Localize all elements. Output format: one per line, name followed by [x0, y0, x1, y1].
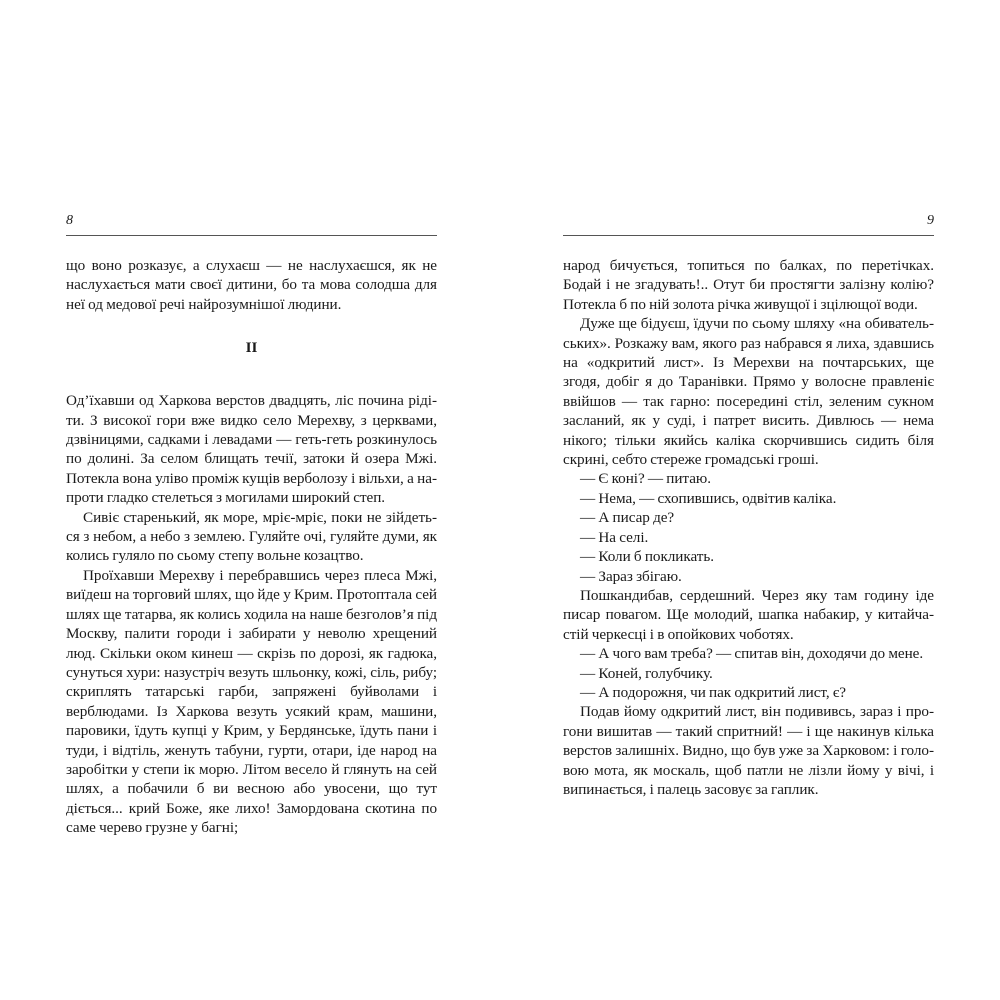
dialogue-line-8: — Коней, голубчику.: [580, 664, 713, 682]
dialogue-line-7: — А чого вам треба? — спитав він, доходячи до мене.: [580, 645, 924, 663]
left-page: [66, 208, 437, 838]
right-page-header: [563, 208, 934, 236]
section-heading: II: [245, 339, 258, 357]
right-paragraph-1: народ бичується, топиться по балках, по перетічках. Бодай і не згадувать!.. Отут би простягти залізну колію? Потекла б по ній золота річка живущої і зцілющої води.: [563, 257, 934, 313]
right-paragraph-2: Дуже ще бідуєш, їдучи по сьому шляху «на обивательських». Розкажу вам, якого раз набрався я лиха, здавшись на «одкритий лист». Із Мерехви на почтарських, ще згодя, добіг я до Таранівки. Прямо у волосне правленіє ввійшов — так гарно: посередині стіл, зеленим сукном засланий, як у суді, і патрет висить. Дивлюсь — нема нікого; тільки якийсь каліка скорчившись сидить біля скрині, себто стереже громадські гроші.: [563, 315, 934, 469]
dialogue-line-1: — Є коні? — питаю.: [580, 470, 711, 488]
dialogue-line-9: — А подорожня, чи пак одкритий лист, є?: [580, 683, 846, 701]
right-paragraph-3: Пошкандибав, сердешний. Через яку там годину іде писар повагом. Ще молодий, шапка набакир, у китайчастій черкесці і в опойкових чоботях.: [563, 586, 934, 643]
left-paragraph-2: Од’їхавши од Харкова верстов двадцять, ліс почина рідіти. З високої гори вже видко село Мерехву, з церквами, дзвіницями, садками і левадами — геть-геть розкинулось по долині. За селом блищать течії, затоки й озера Мжі. Потекла вона уліво проміж кущів верболозу і вільхи, а напроти гладко стелеться з могилами широкий степ.: [66, 392, 437, 507]
left-paragraph-3: Сивіє старенький, як море, мріє-мріє, поки не зійдеться з небом, а небо з землею. Гуляйте очі, гуляйте думи, як колись гуляло по сьому степу вольне козацтво.: [66, 508, 437, 565]
right-page-number: 9: [927, 213, 934, 228]
dialogue-line-2: — Нема, — схопившись, одвітив каліка.: [580, 489, 837, 507]
left-page-body: [66, 256, 437, 838]
dialogue-line-5: — Коли б покликать.: [580, 548, 714, 566]
left-paragraph-1: що воно розказує, а слухаєш — не наслухаєшся, як не наслухається мати своєї дитини, бо та мова солодша для неї од медової речі найрозумнішої людини.: [66, 257, 437, 313]
left-paragraph-4: Проїхавши Мерехву і перебравшись через плеса Мжі, виїдеш на торговий шлях, що йде у Крим. Протоптала сей шлях ще татарва, як колись ходила на наше безголов’я під Москву, палити городи і забирати у неволю хрещений люд. Скільки оком кинеш — скрізь по дорозі, як гадюка, сунуться хури: назустріч везуть шльонку, кожі, сіль, рибу; скриплять татарські гарби, запряжені буйволами і верблюдами. Із Харкова везуть усякий крам, машини, паровики, їдуть купці у Крим, у Бердянське, їдуть пани і туди, і відтіль, женуть табуни, гурти, отари, іде народ на заробітки у степи ік морю. Літом весело й глянуть на сей шлях, а побачили б ви весною або увосени, що тут діється... крий Боже, яке лихо! Замордована скотина по саме черево грузне у багні;: [66, 566, 437, 837]
right-page: [563, 208, 934, 799]
left-page-number: 8: [66, 213, 73, 228]
right-paragraph-4: Подав йому одкритий лист, він подививсь, зараз і прогони вишитав — такий спритний! — і ще накинув кілька верстов залишніх. Видно, що був уже за Харковом: і головою мота, як москаль, щоб патли не лізли йому у вічі, і випинається, і палець засовує за гаплик.: [563, 703, 934, 798]
dialogue-line-4: — На селі.: [580, 528, 649, 546]
dialogue-line-3: — А писар де?: [580, 509, 675, 527]
dialogue-line-6: — Зараз збігаю.: [580, 567, 682, 585]
right-page-body: [563, 256, 934, 799]
left-page-header: [66, 208, 437, 236]
